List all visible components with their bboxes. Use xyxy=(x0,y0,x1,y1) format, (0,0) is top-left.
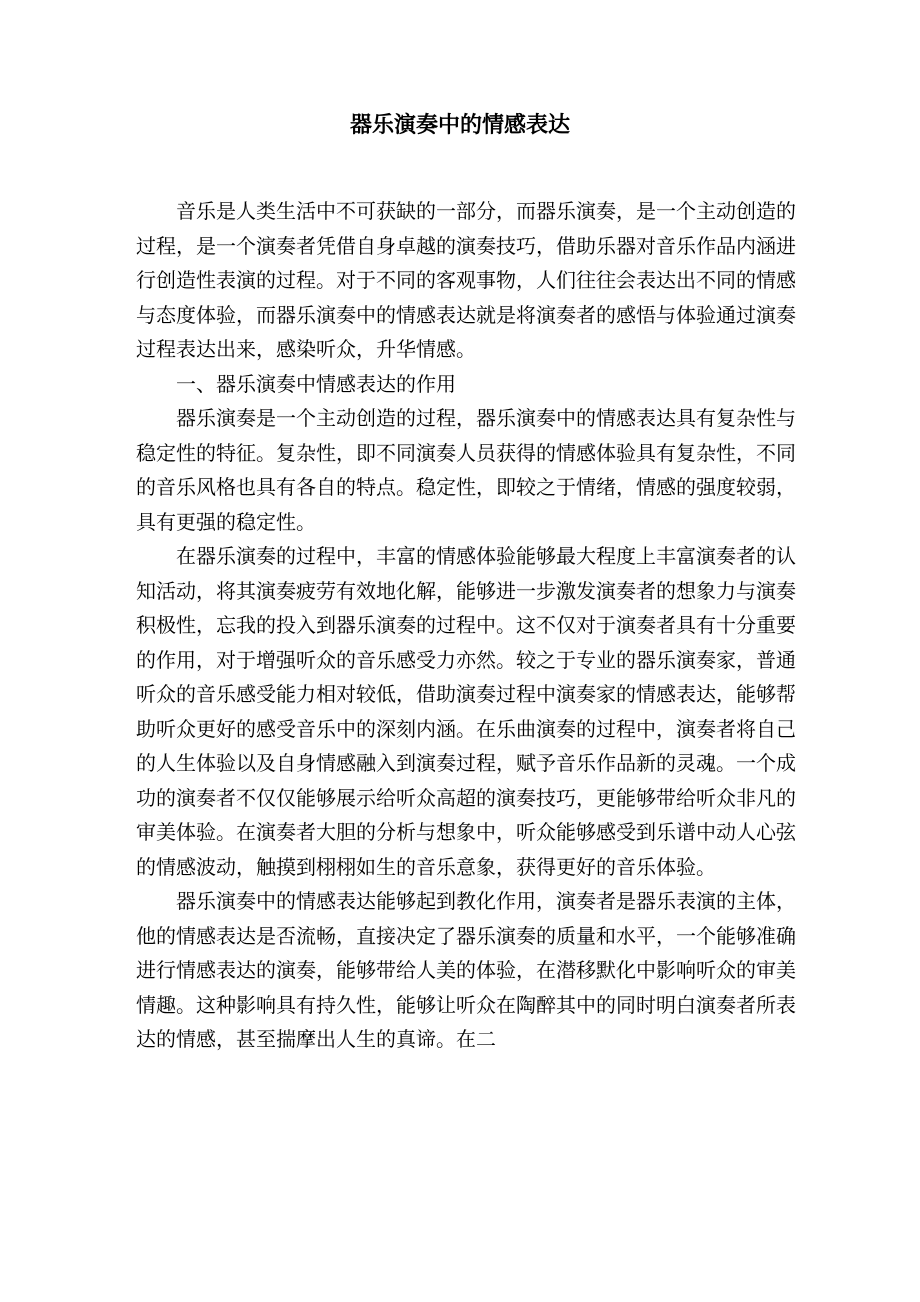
document-title: 器乐演奏中的情感表达 xyxy=(349,113,570,138)
section-heading: 一、器乐演奏中情感表达的作用 xyxy=(176,371,456,396)
paragraph-experience: 在器乐演奏的过程中，丰富的情感体验能够最大程度上丰富演奏者的认知活动，将其演奏疲劳有效地化解，能够进一步激发演奏者的想象力与演奏积极性，忘我的投入到器乐演奏的过程中。这不仅对于演奏者具有十分重要的作用，对于增强听众的音乐感受力亦然。较之于专业的器乐演奏家，普通听众的音乐感受能力相对较低，借助演奏过程中演奏家的情感表达，能够帮助听众更好的感受音乐中的深刻内涵。在乐曲演奏的过程中，演奏者将自己的人生体验以及自身情感融入到演奏过程，赋予音乐作品新的灵魂。一个成功的演奏者不仅仅能够展示给听众高超的演奏技巧，更能够带给听众非凡的审美体验。在演奏者大胆的分析与想象中，听众能够感受到乐谱中动人心弦的情感波动，触摸到栩栩如生的音乐意象，获得更好的音乐体验。 xyxy=(136,544,796,879)
paragraph-intro: 音乐是人类生活中不可获缺的一部分，而器乐演奏，是一个主动创造的过程，是一个演奏者凭借自身卓越的演奏技巧，借助乐器对音乐作品内涵进行创造性表演的过程。对于不同的客观事物，人们往往会表达出不同的情感与态度体验，而器乐演奏中的情感表达就是将演奏者的感悟与体验通过演奏过程表达出来，感染听众，升华情感。 xyxy=(136,199,796,361)
paragraph-education: 器乐演奏中的情感表达能够起到教化作用，演奏者是器乐表演的主体，他的情感表达是否流畅，直接决定了器乐演奏的质量和水平，一个能够准确进行情感表达的演奏，能够带给人美的体验，在潜移默化中影响听众的审美情趣。这种影响具有持久性，能够让听众在陶醉其中的同时明白演奏者所表达的情感，甚至揣摩出人生的真谛。在二 xyxy=(136,889,796,1051)
paragraph-characteristics: 器乐演奏是一个主动创造的过程，器乐演奏中的情感表达具有复杂性与稳定性的特征。复杂性，即不同演奏人员获得的情感体验具有复杂性，不同的音乐风格也具有各自的特点。稳定性，即较之于情绪，情感的强度较弱，具有更强的稳定性。 xyxy=(136,406,796,534)
document-body xyxy=(136,194,796,1057)
